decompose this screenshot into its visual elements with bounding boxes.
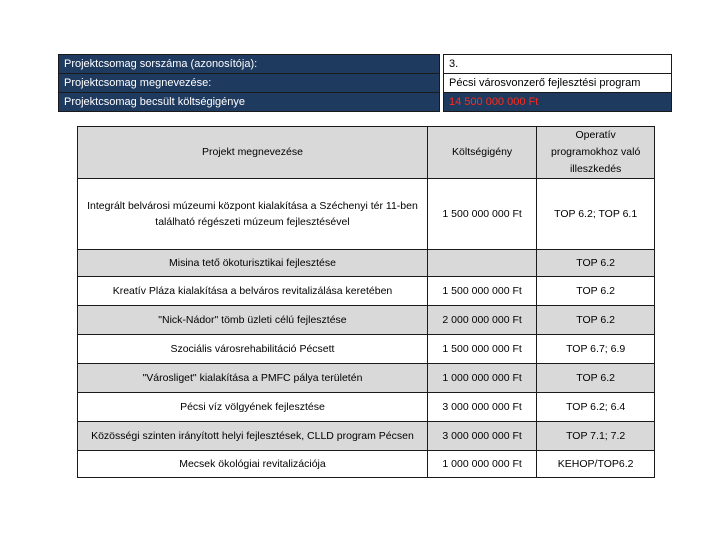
- table-row: [78, 277, 655, 306]
- project-cost: 1 000 000 000 Ft: [427, 451, 536, 478]
- project-cost: 1 500 000 000 Ft: [427, 335, 536, 364]
- package-cost-value: 14 500 000 000 Ft: [444, 93, 672, 112]
- table-row: [78, 306, 655, 335]
- project-name: "Nick-Nádor" tömb üzleti célú fejlesztése: [78, 306, 428, 335]
- project-table: [77, 126, 655, 478]
- header-row-name: [59, 74, 672, 93]
- column-header-name: Projekt megnevezése: [78, 127, 428, 179]
- project-name: "Városliget" kialakítása a PMFC pálya területén: [78, 364, 428, 393]
- column-header-op: [537, 127, 655, 179]
- column-header-cost: Költségigény: [427, 127, 536, 179]
- project-name: Kreatív Pláza kialakítása a belváros revitalizálása keretében: [78, 277, 428, 306]
- package-name-label: Projektcsomag megnevezése:: [59, 74, 440, 93]
- table-row: [78, 393, 655, 422]
- project-cost: 2 000 000 000 Ft: [427, 306, 536, 335]
- project-op: TOP 6.2; TOP 6.1: [537, 179, 655, 250]
- project-name: Integrált belvárosi múzeumi központ kialakítása a Széchenyi tér 11-ben található régészeti múzeum fejlesztésével: [78, 179, 428, 250]
- table-header-row: [78, 127, 655, 179]
- project-name: Közösségi szinten irányított helyi fejlesztések, CLLD program Pécsen: [78, 422, 428, 451]
- project-op: TOP 6.2: [537, 306, 655, 335]
- project-cost: 1 500 000 000 Ft: [427, 179, 536, 250]
- package-cost-label: Projektcsomag becsült költségigénye: [59, 93, 440, 112]
- project-op: TOP 6.2: [537, 277, 655, 306]
- project-name: Pécsi víz völgyének fejlesztése: [78, 393, 428, 422]
- project-name: Misina tető ökoturisztikai fejlesztése: [78, 250, 428, 277]
- project-op: TOP 6.2: [537, 250, 655, 277]
- project-op: KEHOP/TOP6.2: [537, 451, 655, 478]
- table-row: [78, 451, 655, 478]
- project-cost: 3 000 000 000 Ft: [427, 393, 536, 422]
- header-row-cost: [59, 93, 672, 112]
- project-package-header: [58, 54, 672, 112]
- column-header-op-line2: programokhoz való: [550, 146, 641, 158]
- project-op: TOP 7.1; 7.2: [537, 422, 655, 451]
- header-row-id: [59, 55, 672, 74]
- project-cost: 1 500 000 000 Ft: [427, 277, 536, 306]
- project-cost: [427, 250, 536, 277]
- project-op: TOP 6.2; 6.4: [537, 393, 655, 422]
- table-row: [78, 335, 655, 364]
- column-header-op-line1: Operatív: [575, 129, 616, 141]
- column-header-op-line3: illeszkedés: [569, 163, 622, 175]
- table-row: [78, 364, 655, 393]
- project-name: Szociális városrehabilitáció Pécsett: [78, 335, 428, 364]
- project-name: Mecsek ökológiai revitalizációja: [78, 451, 428, 478]
- package-id-label: Projektcsomag sorszáma (azonosítója):: [59, 55, 440, 74]
- package-name-value: Pécsi városvonzerő fejlesztési program: [444, 74, 672, 93]
- project-op: TOP 6.7; 6.9: [537, 335, 655, 364]
- package-id-value: 3.: [444, 55, 672, 74]
- project-cost: 1 000 000 000 Ft: [427, 364, 536, 393]
- project-op: TOP 6.2: [537, 364, 655, 393]
- table-row: [78, 422, 655, 451]
- project-cost: 3 000 000 000 Ft: [427, 422, 536, 451]
- table-row: [78, 250, 655, 277]
- table-row: [78, 179, 655, 250]
